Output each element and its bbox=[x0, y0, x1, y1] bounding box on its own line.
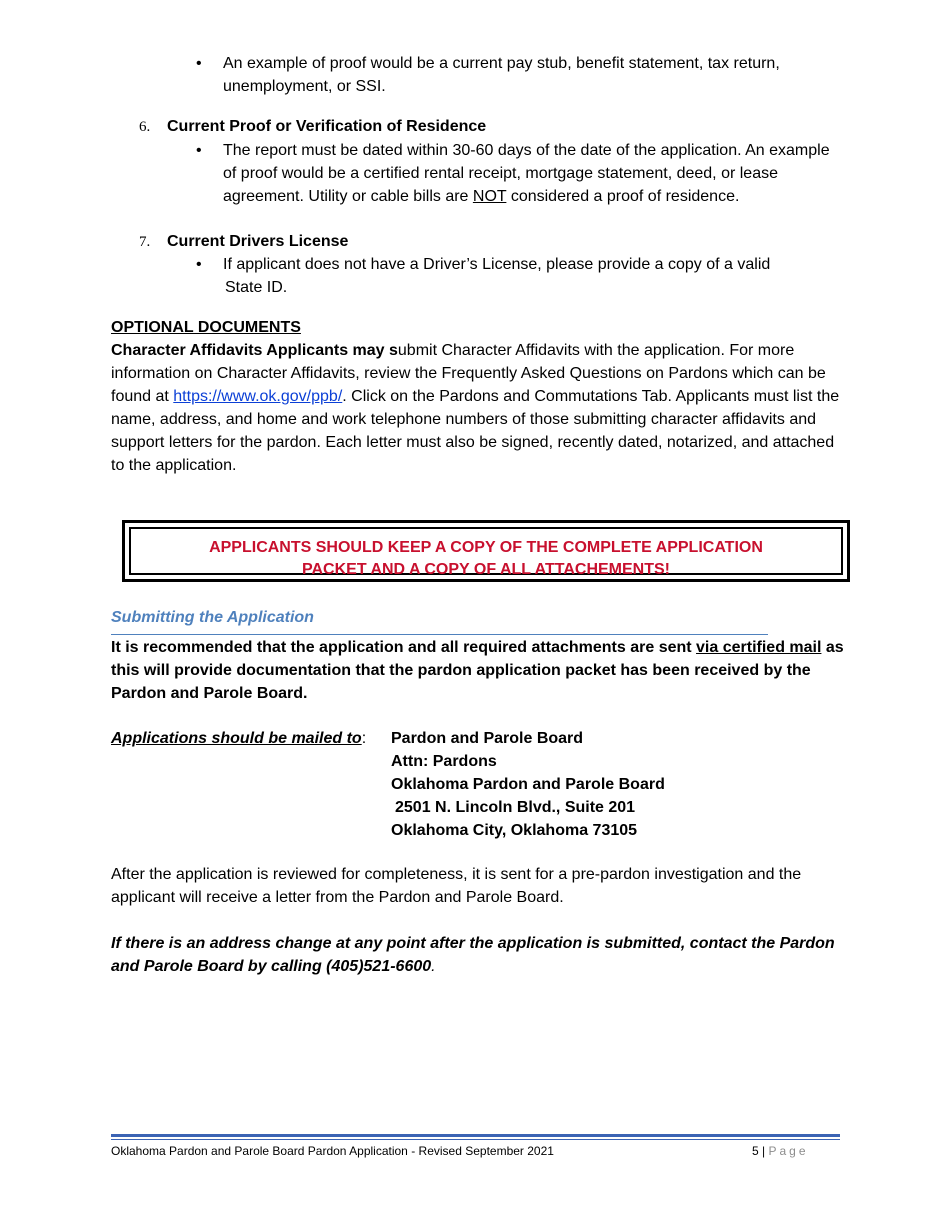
notice-box bbox=[122, 520, 850, 582]
footer-rule bbox=[111, 1139, 840, 1140]
review-paragraph: After the application is reviewed for completeness, it is sent for a pre-pardon investigation and the applicant will receive a letter from the Pardon and Parole Board. bbox=[111, 866, 802, 906]
page-number: 5 | Page bbox=[752, 1144, 809, 1158]
bullet-icon: • bbox=[196, 142, 202, 159]
notice-line-1: APPLICANTS SHOULD KEEP A COPY OF THE COMPLETE APPLICATION bbox=[209, 539, 763, 556]
proof-example-text: An example of proof would be a current pay stub, benefit statement, tax return, unemployment, or SSI. bbox=[223, 55, 780, 95]
address-block bbox=[391, 727, 665, 842]
section-title: Submitting the Application bbox=[111, 609, 314, 626]
item-number: 6. bbox=[139, 119, 151, 135]
section-heading: OPTIONAL DOCUMENTS bbox=[111, 319, 301, 336]
footer-rule bbox=[111, 1134, 840, 1137]
license-text: If applicant does not have a Driver’s License, please provide a copy of a valid bbox=[223, 256, 771, 273]
address-line: Oklahoma Pardon and Parole Board bbox=[391, 776, 665, 793]
license-text-cont: State ID. bbox=[225, 279, 288, 296]
address-change-note: If there is an address change at any point after the application is submitted, contact the Pardon and Parole Board by calling (405)521-6600. bbox=[111, 935, 835, 975]
item-title: Current Proof or Verification of Residence bbox=[167, 118, 487, 135]
bullet-icon: • bbox=[196, 256, 202, 273]
bullet-icon: • bbox=[196, 55, 202, 72]
address-line: Attn: Pardons bbox=[391, 753, 497, 770]
ppb-website-link[interactable]: https://www.ok.gov/ppb/ bbox=[173, 388, 343, 405]
address-line: Pardon and Parole Board bbox=[391, 730, 584, 747]
recommendation-text: It is recommended that the application and all required attachments are sent via certified mail as this will provide documentation that the pardon application packet has been received by the Pardon and Parole Board. bbox=[111, 639, 844, 702]
footer-title: Oklahoma Pardon and Parole Board Pardon Application - Revised September 2021 bbox=[111, 1144, 554, 1158]
notice-line-2: PACKET AND A COPY OF ALL ATTACHEMENTS! bbox=[302, 561, 670, 578]
heading-rule bbox=[111, 634, 768, 635]
item-title: Current Drivers License bbox=[167, 233, 349, 250]
residence-text: The report must be dated within 30-60 days of the date of the application. An example of proof would be a certified rental receipt, mortgage statement, deed, or lease agreement. Utility or cable bills are NOT considered a proof of residence. bbox=[223, 142, 830, 205]
address-line: Oklahoma City, Oklahoma 73105 bbox=[391, 822, 638, 839]
optional-paragraph: Character Affidavits Applicants may submit Character Affidavits with the application. For more information on Character Affidavits, review the Frequently Asked Questions on Pardons which can be found at https://www.ok.gov/ppb/. Click on the Pardons and Commutations Tab. Applicants must list the name, address, and home and work telephone numbers of those submitting character affidavits and support letters for the pardon. Each letter must also be signed, recently dated, notarized, and attached to the application. bbox=[111, 342, 840, 474]
item-number: 7. bbox=[139, 234, 151, 250]
mail-label: Applications should be mailed to: bbox=[111, 730, 367, 747]
address-line: 2501 N. Lincoln Blvd., Suite 201 bbox=[395, 799, 636, 816]
